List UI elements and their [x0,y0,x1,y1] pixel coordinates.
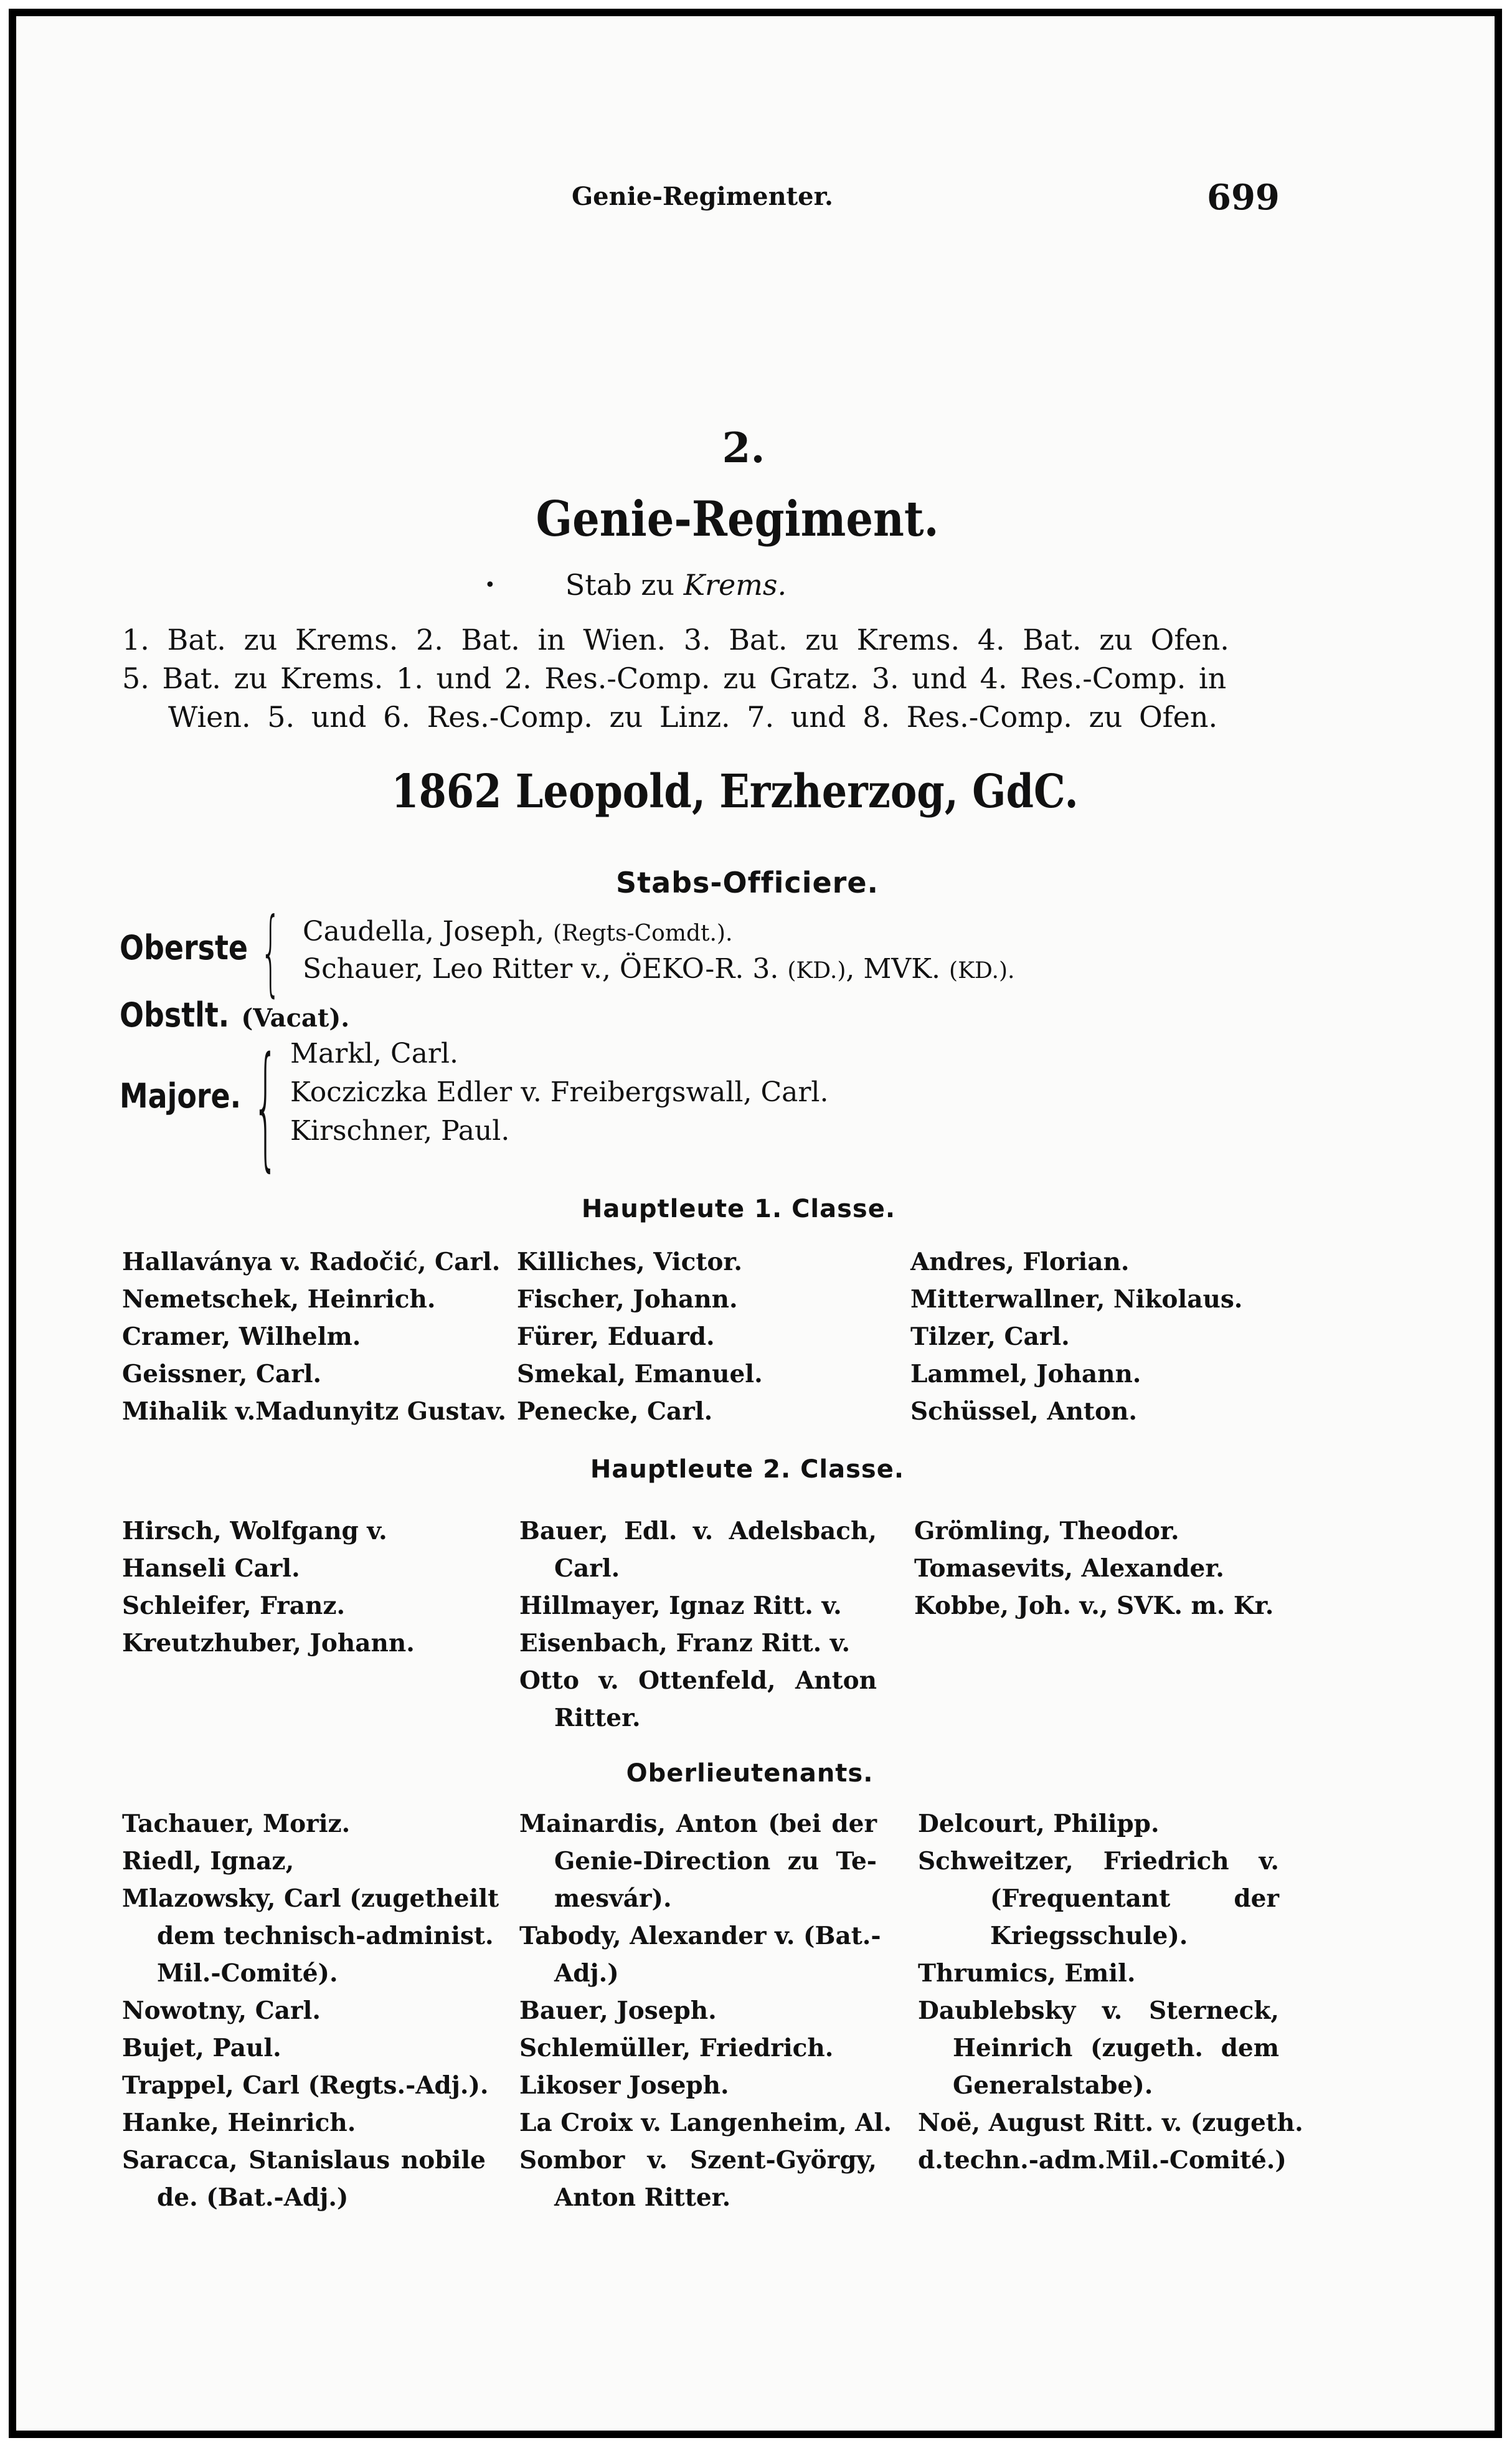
list-item: Killiches, Victor. [517,1248,742,1276]
list-item: La Croix v. Langenheim, Al. [519,2109,892,2137]
list-item: Daublebsky v. Sterneck, [918,1996,1279,2025]
bataillons-line-2: 5. Bat. zu Krems. 1. und 2. Res.-Comp. zu Gratz. 3. und 4. Res.-Comp. in [122,662,1227,695]
list-item: Tachauer, Moriz. [122,1810,351,1838]
regiment-number: 2. [722,424,765,472]
list-item: Mainardis, Anton (bei der [519,1810,877,1838]
hauptleute-2-col-2 [519,1512,877,1737]
list-item: Penecke, Carl. [517,1397,713,1426]
list-item: Schlemüller, Friedrich. [519,2034,834,2062]
oberste-label: Oberste [120,928,248,967]
list-item: Hanke, Heinrich. [122,2109,356,2137]
list-item: Hirsch, Wolfgang v. [122,1517,387,1545]
list-item: Mlazowsky, Carl (zugetheilt [122,1884,499,1913]
list-item: Cramer, Wilhelm. [122,1322,361,1351]
major-2: Kocziczka Edler v. Freibergswall, Carl. [290,1076,829,1108]
hauptleute-1-col-1 [122,1243,506,1430]
list-item: Genie-Direction zu Te- [554,1847,877,1876]
list-item: Fischer, Johann. [517,1285,738,1314]
list-item: Trappel, Carl (Regts.-Adj.). [122,2071,489,2100]
list-item: mesvár). [554,1884,672,1913]
list-item: Schweitzer, Friedrich v. [918,1847,1279,1876]
list-item: Carl. [554,1554,620,1583]
list-item: Mihalik v.Madunyitz Gustav. [122,1397,507,1426]
list-item: Bauer, Joseph. [519,1996,717,2025]
major-1: Markl, Carl. [290,1038,459,1070]
list-item: Riedl, Ignaz, [122,1847,295,1876]
stab-bullet: • [484,574,496,596]
bataillons-line-1: 1. Bat. zu Krems. 2. Bat. in Wien. 3. Bat. zu Krems. 4. Bat. zu Ofen. [122,623,1229,657]
list-item: Lammel, Johann. [910,1360,1141,1388]
list-item: Mil.-Comité). [157,1959,338,1988]
oberlieutenants-heading: Oberlieutenants. [626,1759,874,1788]
stab-prefix: Stab zu [565,568,684,602]
majore-brace: { [253,1028,279,1184]
list-item: Schleifer, Franz. [122,1592,346,1620]
regiment-owner: 1862 Leopold, Erzherzog, GdC. [391,765,1079,818]
list-item: Generalstabe). [953,2071,1153,2100]
list-item: Tabody, Alexander v. (Bat.- [519,1922,881,1950]
list-item: dem technisch-administ. [157,1922,494,1950]
oberste-2-note-2: (KD.). [949,958,1015,984]
list-item: Kobbe, Joh. v., SVK. m. Kr. [914,1592,1274,1620]
list-item: Bujet, Paul. [122,2034,281,2062]
list-item: Thrumics, Emil. [918,1959,1136,1988]
list-item: (Frequentant der [990,1884,1279,1913]
list-item: d.techn.-adm.Mil.-Comité.) [918,2146,1287,2175]
obstlt-label: Obstlt. [120,995,230,1035]
hauptleute-1-col-3 [910,1243,1242,1430]
running-title: Genie-Regimenter. [572,182,833,211]
oberste-brace: { [260,898,281,1007]
list-item: Nemetschek, Heinrich. [122,1285,436,1314]
list-item: Bauer, Edl. v. Adelsbach, [519,1517,877,1545]
oberste-1-note: (Regts-Comdt.). [553,921,733,946]
list-item: Tomasevits, Alexander. [914,1554,1224,1583]
list-item: Delcourt, Philipp. [918,1810,1160,1838]
list-item: Noë, August Ritt. v. (zugeth. [918,2109,1303,2137]
bataillons-line-3: Wien. 5. und 6. Res.-Comp. zu Linz. 7. und 8. Res.-Comp. zu Ofen. [168,700,1218,734]
list-item: Smekal, Emanuel. [517,1360,763,1388]
stab-line [484,568,787,602]
oberste-2-mid: , MVK. [846,953,950,985]
page-number: 699 [1207,177,1280,218]
regiment-title: Genie-Regiment. [536,491,939,548]
stabs-officiere-heading: Stabs-Officiere. [615,866,879,899]
list-item: Hillmayer, Ignaz Ritt. v. [519,1592,842,1620]
oberlieutenants-col-3 [918,1805,1303,2179]
hauptleute-2-col-1 [122,1512,415,1662]
stab-place: Krems. [683,568,787,602]
list-item: Likoser Joseph. [519,2071,729,2100]
list-item: Mitterwallner, Nikolaus. [910,1285,1243,1314]
list-item: Ritter. [554,1704,641,1732]
obstlt-value: (Vacat). [241,1003,350,1033]
hauptleute-2-col-3 [914,1512,1273,1625]
list-item: Hallaványa v. Radočić, Carl. [122,1248,501,1276]
oberste-2-name: Schauer, Leo Ritter v., ÖEKO-R. 3. [303,953,788,985]
list-item: Nowotny, Carl. [122,1996,321,2025]
hauptleute-2-heading: Hauptleute 2. Classe. [590,1455,905,1484]
list-item: Saracca, Stanislaus nobile [122,2146,486,2175]
hauptleute-1-heading: Hauptleute 1. Classe. [581,1195,896,1223]
list-item: Sombor v. Szent-György, [519,2146,877,2175]
oberste-2 [303,953,1014,985]
list-item: Otto v. Ottenfeld, Anton [519,1666,877,1695]
list-item: Schüssel, Anton. [910,1397,1137,1426]
oberste-1-name: Caudella, Joseph, [303,916,554,947]
list-item: de. (Bat.-Adj.) [157,2183,349,2212]
list-item: Tilzer, Carl. [910,1322,1070,1351]
list-item: Kriegsschule). [990,1922,1188,1950]
oberste-1 [303,916,732,947]
list-item: Hanseli Carl. [122,1554,300,1583]
list-item: Adj.) [554,1959,619,1988]
list-item: Grömling, Theodor. [914,1517,1179,1545]
list-item: Eisenbach, Franz Ritt. v. [519,1629,851,1658]
list-item: Kreutzhuber, Johann. [122,1629,415,1658]
list-item: Heinrich (zugeth. dem [953,2034,1279,2062]
oberste-2-note-1: (KD.) [787,958,846,984]
list-item: Fürer, Eduard. [517,1322,715,1351]
major-3: Kirschner, Paul. [290,1115,510,1147]
list-item: Andres, Florian. [910,1248,1130,1276]
majore-label: Majore. [120,1076,242,1116]
oberlieutenants-col-2 [519,1805,892,2216]
hauptleute-1-col-2 [517,1243,763,1430]
list-item: Anton Ritter. [554,2183,731,2212]
list-item: Geissner, Carl. [122,1360,322,1388]
oberlieutenants-col-1 [122,1805,499,2216]
obstlt-line [120,995,349,1035]
